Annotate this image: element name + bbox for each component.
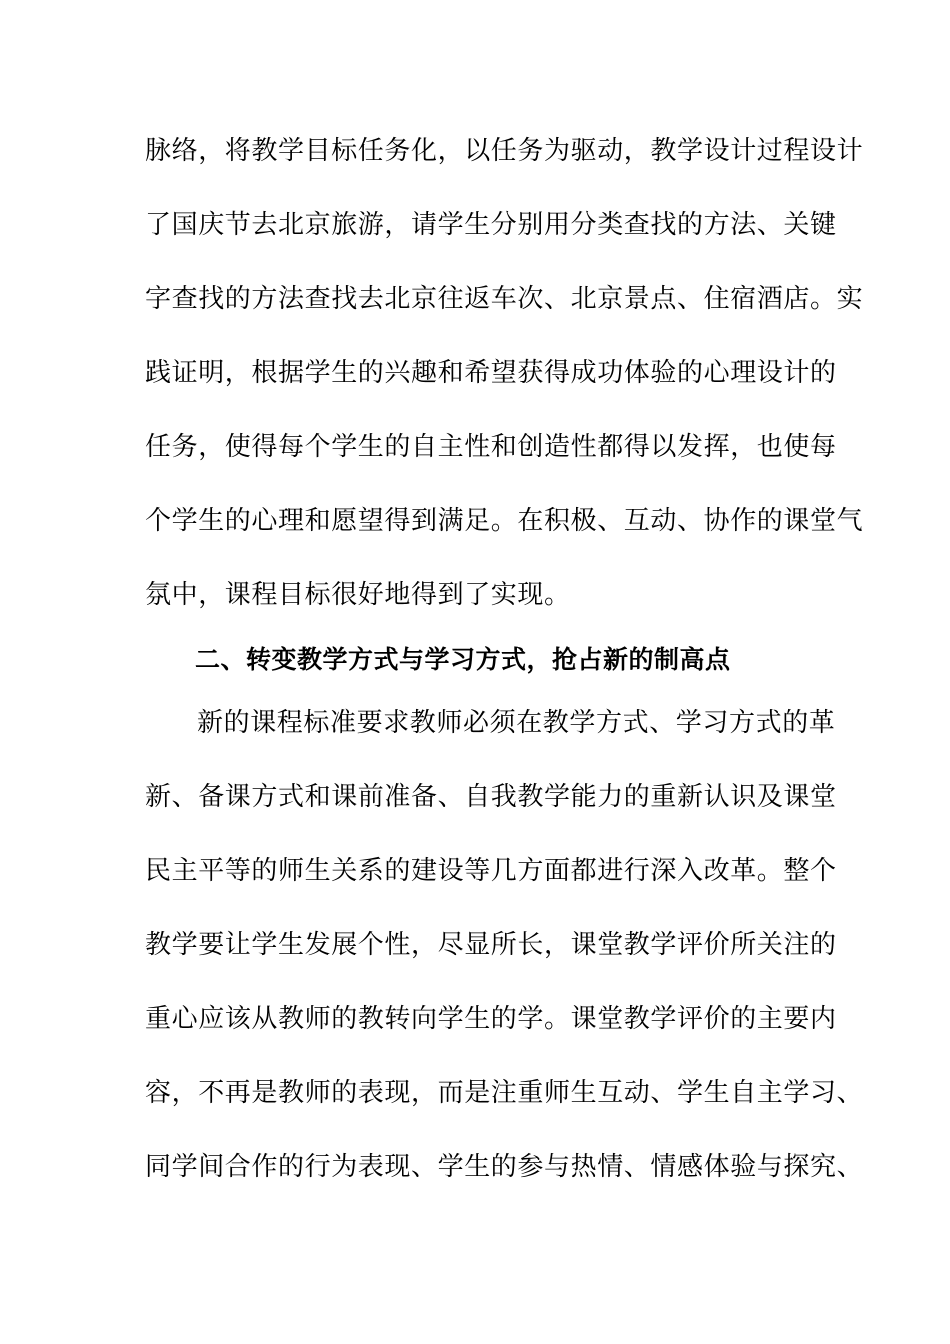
paragraph-line: 重心应该从教师的教转向学生的学。课堂教学评价的主要内 xyxy=(145,1004,837,1034)
paragraph-line: 同学间合作的行为表现、学生的参与热情、情感体验与探究、 xyxy=(145,1152,864,1182)
paragraph-line: 民主平等的师生关系的建设等几方面都进行深入改革。整个 xyxy=(145,856,837,886)
paragraph-line: 教学要让学生发展个性，尽显所长，课堂教学评价所关注的 xyxy=(145,930,837,960)
paragraph-line: 践证明，根据学生的兴趣和希望获得成功体验的心理设计的 xyxy=(145,358,837,388)
paragraph-line-last: 氛中，课程目标很好地得到了实现。 xyxy=(145,580,571,610)
paragraph-line: 了国庆节去北京旅游，请学生分别用分类查找的方法、关键 xyxy=(145,210,837,240)
paragraph-line: 个学生的心理和愿望得到满足。在积极、互动、协作的课堂气 xyxy=(145,506,864,536)
paragraph-line: 字查找的方法查找去北京往返车次、北京景点、住宿酒店。实 xyxy=(145,284,864,314)
section-heading: 二、转变教学方式与学习方式，抢占新的制高点 xyxy=(195,645,731,674)
paragraph-line: 容，不再是教师的表现，而是注重师生互动、学生自主学习、 xyxy=(145,1078,864,1108)
paragraph-line: 任务，使得每个学生的自主性和创造性都得以发挥，也使每 xyxy=(145,432,837,462)
paragraph-line: 新、备课方式和课前准备、自我教学能力的重新认识及课堂 xyxy=(145,782,837,812)
paragraph-line: 脉络，将教学目标任务化，以任务为驱动，教学设计过程设计 xyxy=(145,136,864,166)
paragraph-first-line: 新的课程标准要求教师必须在教学方式、学习方式的革 xyxy=(197,708,836,738)
